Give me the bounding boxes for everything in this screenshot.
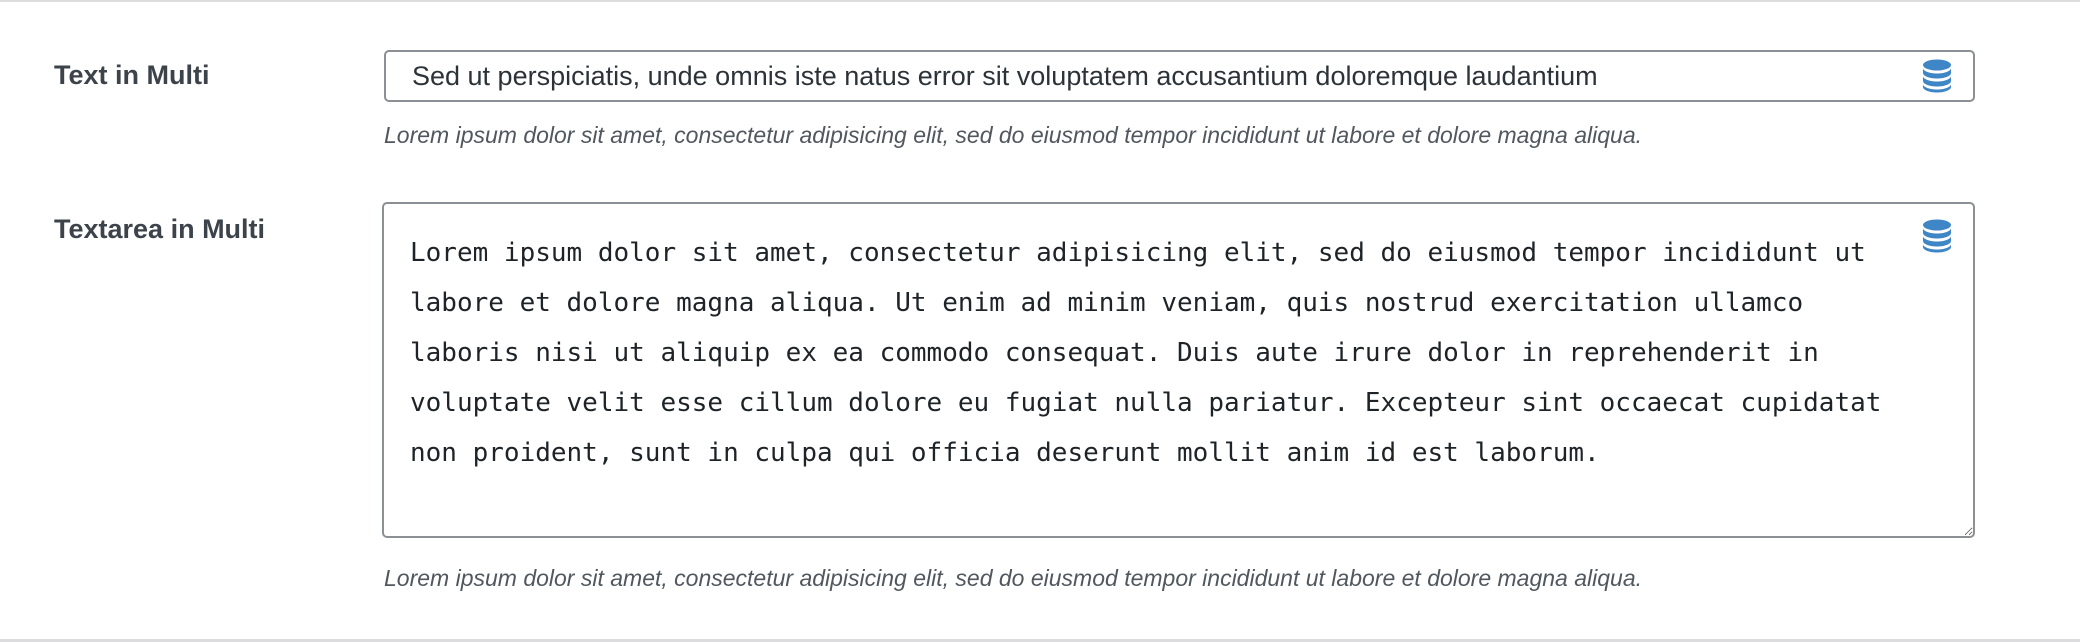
database-icon-graphic [1922,219,1952,253]
database-icon[interactable] [1922,59,1952,93]
database-icon[interactable] [1922,219,1952,253]
top-divider [0,0,2080,2]
textarea-in-multi-description: Lorem ipsum dolor sit amet, consectetur adipisicing elit, sed do eiusmod tempor incididunt ut labore et dolore magna aliqua. [384,565,1643,591]
text-in-multi-input[interactable] [384,50,1975,102]
textarea-in-multi-label: Textarea in Multi [54,214,266,244]
textarea-in-multi-input[interactable] [382,202,1975,538]
text-in-multi-label: Text in Multi [54,60,210,90]
text-in-multi-description: Lorem ipsum dolor sit amet, consectetur adipisicing elit, sed do eiusmod tempor incididunt ut labore et dolore magna aliqua. [384,122,1643,148]
database-icon-graphic [1922,59,1952,93]
